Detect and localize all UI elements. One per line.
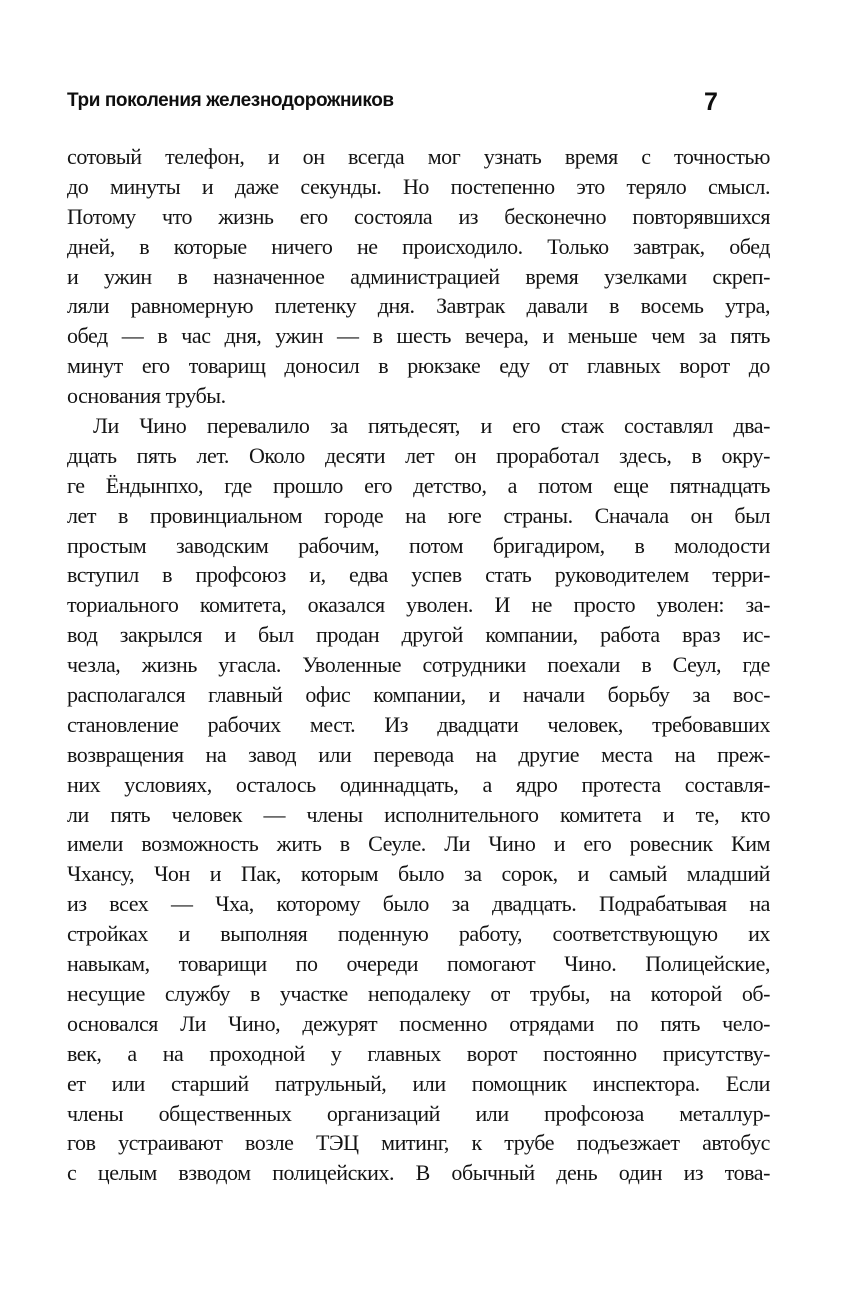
- text-line: ге Ёндынпхо, где прошло его детство, а потом еще пятнадцать: [67, 472, 770, 498]
- text-line: дцать пять лет. Около десяти лет он проработал здесь, в окру-: [67, 442, 770, 468]
- text-line: члены общественных организаций или профсоюза металлур-: [67, 1100, 770, 1126]
- text-line: лет в провинциальном городе на юге страны. Сначала он был: [67, 502, 770, 528]
- text-line: вод закрылся и был продан другой компании, работа враз ис-: [67, 622, 770, 648]
- text-line: навыкам, товарищи по очереди помогают Чино. Полицейские,: [67, 951, 770, 977]
- text-line: гов устраивают возле ТЭЦ митинг, к трубе подъезжает автобус: [67, 1130, 770, 1156]
- text-line: век, а на проходной у главных ворот постоянно присутству-: [67, 1040, 770, 1066]
- paragraph: [67, 142, 770, 411]
- text-line: из всех — Чха, которому было за двадцать. Подрабатывая на: [67, 891, 770, 917]
- text-line: Потому что жизнь его состояла из бесконечно повторявшихся: [67, 203, 770, 229]
- running-title: Три поколения железнодорожников: [67, 90, 394, 111]
- text-line: с целым взводом полицейских. В обычный день один из това-: [67, 1160, 770, 1186]
- text-line: ет или старший патрульный, или помощник инспектора. Если: [67, 1070, 770, 1096]
- text-line: до минуты и даже секунды. Но постепенно это теряло смысл.: [67, 173, 770, 199]
- page-header: [67, 88, 770, 116]
- text-line: становление рабочих мест. Из двадцати человек, требовавших: [67, 711, 770, 737]
- text-line: них условиях, осталось одиннадцать, а ядро протеста составля-: [67, 771, 770, 797]
- text-line: основался Ли Чино, дежурят посменно отрядами по пять чело-: [67, 1010, 770, 1036]
- text-line: и ужин в назначенное администрацией время узелками скреп-: [67, 263, 770, 289]
- text-line: несущие службу в участке неподалеку от трубы, на которой об-: [67, 980, 770, 1006]
- text-line: имели возможность жить в Сеуле. Ли Чино и его ровесник Ким: [67, 831, 770, 857]
- text-line: чезла, жизнь угасла. Уволенные сотрудники поехали в Сеул, где: [67, 652, 770, 678]
- text-line: простым заводским рабочим, потом бригадиром, в молодости: [67, 532, 770, 558]
- text-line: располагался главный офис компании, и начали борьбу за вос-: [67, 682, 770, 708]
- text-line: обед — в час дня, ужин — в шесть вечера, и меньше чем за пять: [67, 323, 770, 349]
- text-line: стройках и выполняя поденную работу, соответствующую их: [67, 921, 770, 947]
- body-text: [67, 142, 770, 1188]
- text-line: ляли равномерную плетенку дня. Завтрак давали в восемь утра,: [67, 293, 770, 319]
- text-line: Чхансу, Чон и Пак, которым было за сорок, и самый младший: [67, 861, 770, 887]
- page-number: 7: [704, 88, 718, 116]
- text-line: возвращения на завод или перевода на другие места на преж-: [67, 741, 770, 767]
- text-line: минут его товарищ доносил в рюкзаке еду от главных ворот до: [67, 353, 770, 379]
- paragraph: [67, 411, 770, 1188]
- text-line: ториального комитета, оказался уволен. И не просто уволен: за-: [67, 592, 770, 618]
- text-line: дней, в которые ничего не происходило. Только завтрак, обед: [67, 233, 770, 259]
- text-line: ли пять человек — члены исполнительного комитета и те, кто: [67, 801, 770, 827]
- text-line: сотовый телефон, и он всегда мог узнать время с точностью: [67, 144, 770, 169]
- text-line: вступил в профсоюз и, едва успев стать руководителем терри-: [67, 562, 770, 588]
- text-line: основания трубы.: [67, 383, 226, 409]
- text-line: Ли Чино перевалило за пятьдесят, и его стаж составлял два-: [93, 413, 770, 439]
